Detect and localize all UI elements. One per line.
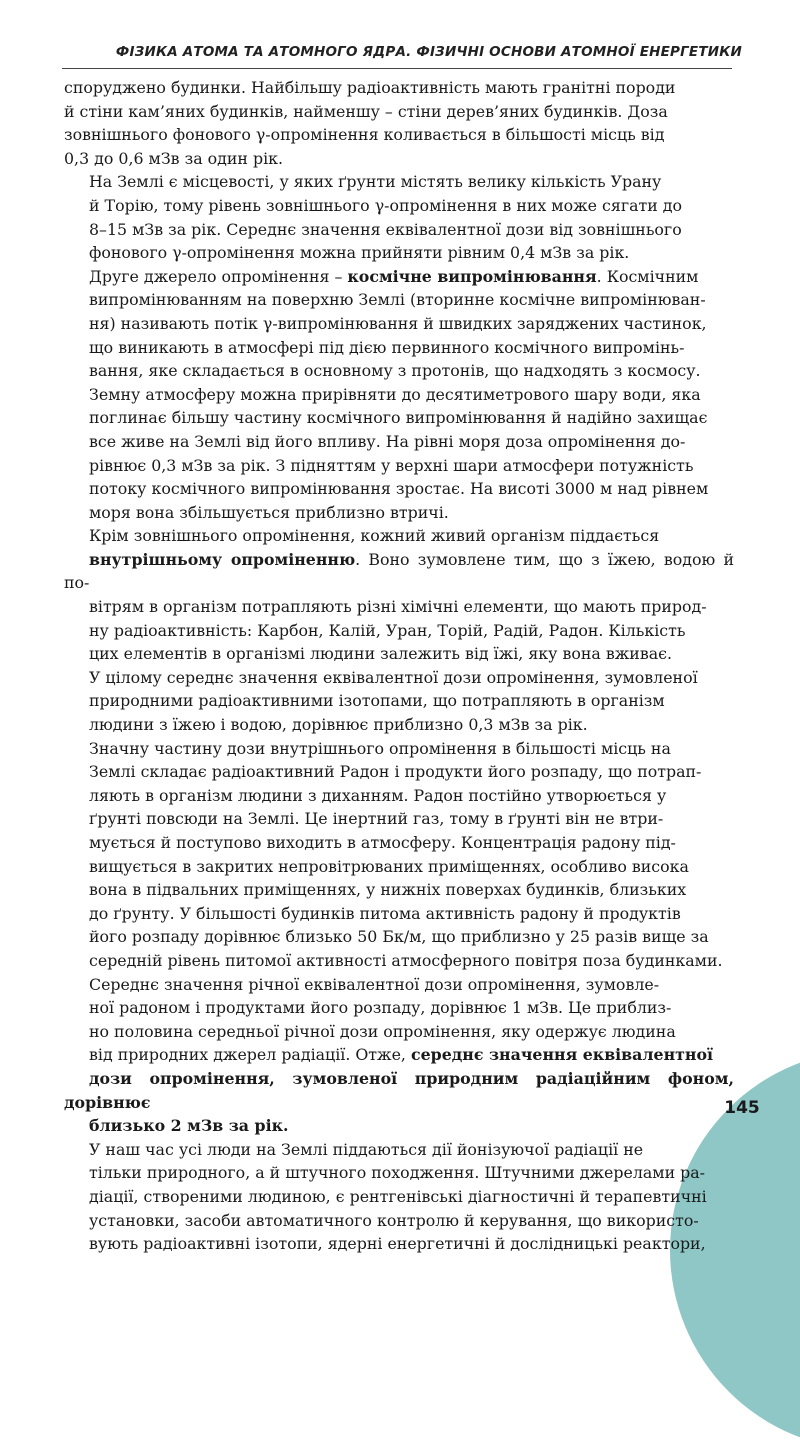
text-line: Землі складає радіоактивний Радон і продукти його розпаду, що потрап-: [89, 762, 702, 782]
page-number: 145: [724, 1098, 760, 1118]
text-line: [64, 265, 734, 289]
text-line: тільки природного, а й штучного походження. Штучними джерелами ра-: [89, 1163, 705, 1183]
text-run: . Воно зумовлене тим, що з їжею, водою й по-: [64, 549, 734, 593]
text-line: У цілому середнє значення еквівалентної дози опромінення, зумовленої: [89, 667, 698, 687]
text-line: до ґрунту. У більшості будинків питома активність радону й продуктів: [89, 903, 681, 923]
text-line: й Торію, тому рівень зовнішнього γ-опромінення в них може сягати до: [89, 195, 683, 215]
text-line: середній рівень питомої активності атмосферного повітря поза будинками.: [89, 950, 723, 970]
text-line: Крім зовнішнього опромінення, кожний живий організм піддається: [89, 526, 660, 546]
bold-term: внутрішньому опроміненню: [89, 549, 356, 569]
text-line: ґрунті повсюди на Землі. Це інертний газ, тому в ґрунті він не втри-: [89, 809, 664, 829]
bold-term: космічне випромінювання: [347, 266, 597, 286]
text-line: мується й поступово виходить в атмосферу. Концентрація радону під-: [89, 833, 676, 852]
text-line: ної радоном і продуктами його розпаду, дорівнює 1 мЗв. Це приблиз-: [89, 998, 672, 1018]
text-line: [64, 548, 734, 595]
text-line: На Землі є місцевості, у яких ґрунти містять велику кількість Урану: [89, 172, 662, 192]
running-header: ФІЗИКА АТОМА ТА АТОМНОГО ЯДРА. ФІЗИЧНІ ОСНОВИ АТОМНОЇ ЕНЕРГЕТИКИ: [115, 44, 742, 60]
text-line: вання, яке складається в основному з протонів, що надходять з космосу.: [89, 361, 701, 381]
text-run: . Космічним: [596, 266, 699, 286]
text-line: вона в підвальних приміщеннях, у нижніх поверхах будинків, близьких: [89, 880, 687, 900]
paragraph-4: [64, 524, 734, 736]
paragraph-7: [64, 1138, 734, 1256]
text-line: потоку космічного випромінювання зростає. На висоті 3000 м над рівнем: [89, 479, 709, 499]
text-line: вітрям в організм потрапляють різні хімічні елементи, що мають природ-: [89, 597, 707, 617]
text-line: випромінюванням на поверхню Землі (вторинне космічне випромінюван-: [89, 290, 706, 310]
text-line: ляють в організм людини з диханням. Радон постійно утворюється у: [89, 785, 667, 805]
text-line: Значну частину дози внутрішнього опромінення в більшості місць на: [89, 738, 671, 758]
text-line: 8–15 мЗв за рік. Середнє значення еквівалентної дози від зовнішнього: [89, 219, 682, 239]
text-line: установки, засоби автоматичного контролю й керування, що використо-: [89, 1210, 699, 1230]
text-line: його розпаду дорівнює близько 50 Бк/м, що приблизно у 25 разів вище за: [89, 927, 709, 947]
paragraph-1: [64, 76, 734, 170]
text-line: людини з їжею і водою, дорівнює приблизно 0,3 мЗв за рік.: [89, 715, 588, 735]
text-line: фонового γ-опромінення можна прийняти рівним 0,4 мЗв за рік.: [89, 243, 630, 263]
text-line: споруджено будинки. Найбільшу радіоактивність мають гранітні породи: [64, 78, 676, 97]
text-line: все живе на Землі від його впливу. На рівні моря доза опромінення до-: [89, 431, 686, 451]
text-line: Середнє значення річної еквівалентної дози опромінення, зумовле-: [89, 974, 660, 994]
text-line: но половина середньої річної дози опромінення, яку одержує людина: [89, 1021, 676, 1041]
paragraph-5: [64, 737, 734, 973]
paragraph-6: [64, 973, 734, 1138]
text-line: поглинає більшу частину космічного випромінювання й надійно захищає: [89, 408, 708, 428]
text-line: Земну атмосферу можна прирівняти до десятиметрового шару води, яка: [89, 384, 701, 404]
text-line: ну радіоактивність: Карбон, Калій, Уран, Торій, Радій, Радон. Кількість: [89, 620, 686, 640]
text-line: вують радіоактивні ізотопи, ядерні енергетичні й дослідницькі реактори,: [89, 1234, 706, 1254]
text-line: вищується в закритих непровітрюваних приміщеннях, особливо висока: [89, 856, 689, 876]
text-line: [64, 1043, 734, 1067]
paragraph-3: [64, 265, 734, 525]
text-line: діації, створеними людиною, є рентгенівські діагностичні й терапевтичні: [89, 1186, 707, 1206]
text-line: У наш час усі люди на Землі піддаються дії йонізуючої радіації не: [89, 1139, 644, 1159]
text-line: й стіни кам’яних будинків, найменшу – стіни дерев’яних будинків. Доза: [64, 101, 668, 121]
header-rule: [62, 68, 732, 69]
text-run: від природних джерел радіації. Отже,: [89, 1045, 411, 1065]
bold-term: середнє значення еквівалентної: [410, 1045, 714, 1065]
text-line: зовнішнього фонового γ-опромінення коливається в більшості місць від: [64, 125, 665, 145]
text-line: дози опромінення, зумовленої природним радіаційним фоном, дорівнює: [64, 1068, 734, 1112]
text-line: рівнює 0,3 мЗв за рік. З підняттям у верхні шари атмосфери потужність: [89, 455, 694, 475]
text-line: 0,3 до 0,6 мЗв за один рік.: [64, 148, 284, 168]
text-run: Друге джерело опромінення –: [89, 266, 348, 286]
page-body: [64, 76, 734, 1256]
text-line: цих елементів в організмі людини залежить від їжі, яку вона вживає.: [89, 644, 673, 664]
text-line: природними радіоактивними ізотопами, що потрапляють в організм: [89, 691, 665, 711]
text-line: що виникають в атмосфері під дією первинного космічного випромінь-: [89, 337, 685, 357]
text-line: ня) називають потік γ-випромінювання й швидких заряджених частинок,: [89, 313, 707, 333]
text-line: моря вона збільшується приблизно втричі.: [89, 502, 449, 522]
text-line: близько 2 мЗв за рік.: [89, 1116, 289, 1136]
paragraph-2: [64, 170, 734, 264]
